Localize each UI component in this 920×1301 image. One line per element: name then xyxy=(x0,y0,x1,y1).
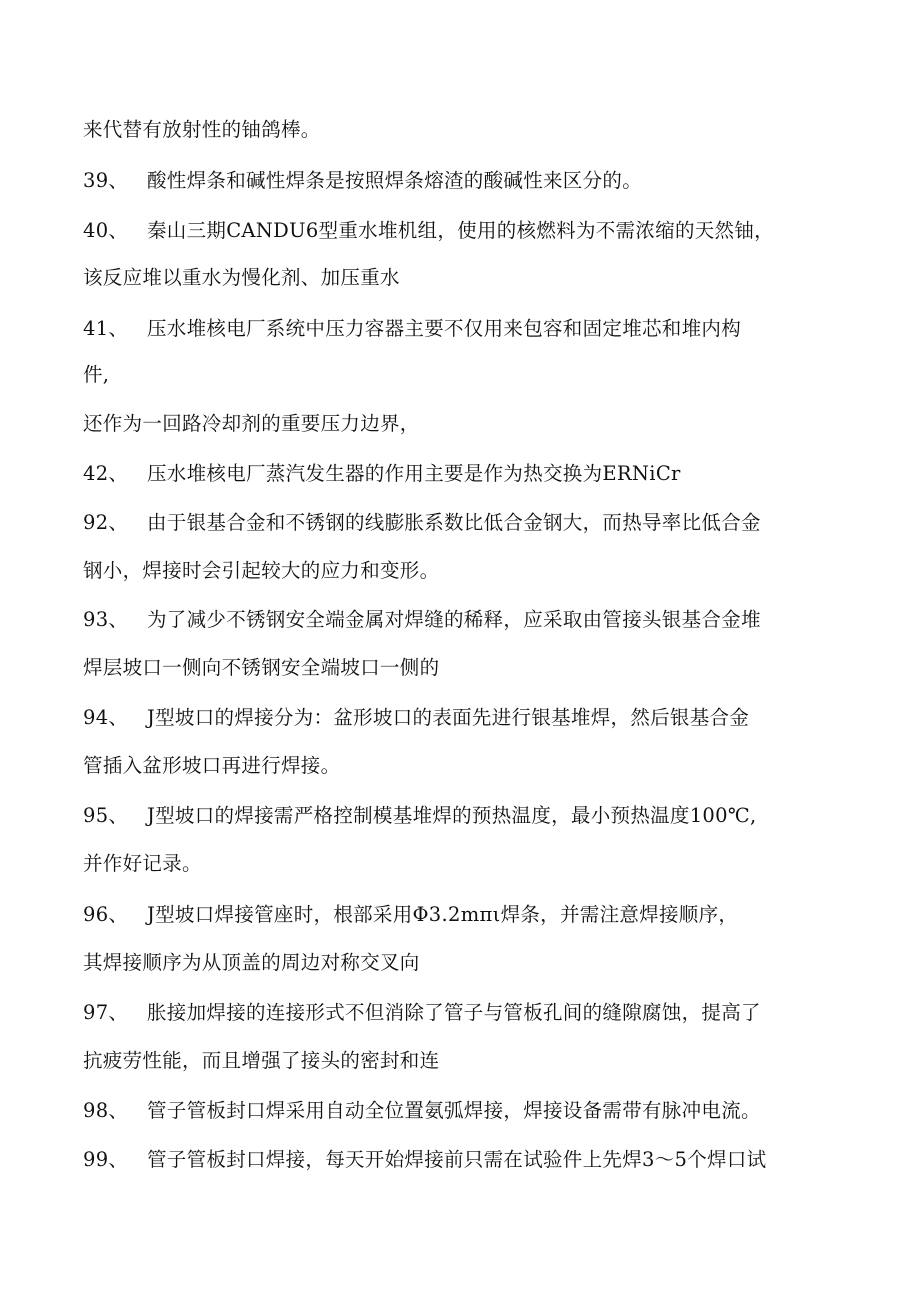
item-41-cont2 xyxy=(83,411,420,437)
item-97 xyxy=(83,1000,761,1026)
item-text: 其焊接顺序为从顶盖的周边对称交叉向 xyxy=(83,951,420,974)
item-number: 41、 xyxy=(83,317,129,340)
item-98 xyxy=(83,1098,761,1124)
item-93 xyxy=(83,607,761,633)
item-number: 99、 xyxy=(83,1148,129,1171)
item-41 xyxy=(83,316,741,342)
item-number: 94、 xyxy=(83,706,129,729)
item-41-cont xyxy=(83,362,109,388)
item-text: 管插入盆形坡口再进行焊接。 xyxy=(83,754,341,777)
item-96 xyxy=(83,902,738,928)
item-92-cont xyxy=(83,558,439,584)
item-40 xyxy=(83,218,774,244)
item-94 xyxy=(83,705,749,731)
item-text: 焊层坡口一侧向不锈钢安全端坡口一侧的 xyxy=(83,656,440,679)
item-99 xyxy=(83,1147,766,1173)
item-40-cont xyxy=(83,265,400,291)
item-number: 95、 xyxy=(83,804,129,827)
item-text: 酸性焊条和碱性焊条是按照焊条熔渣的酸碱性来区分的。 xyxy=(147,169,643,192)
item-text: 压水堆核电厂系统中压力容器主要不仅用来包容和固定堆芯和堆内构 xyxy=(147,317,742,340)
item-text: J型坡口的焊接需严格控制模基堆焊的预热温度，最小预热温度100℃, xyxy=(147,804,757,827)
item-text: J型坡口焊接管座时，根部采用Φ3.2mπι焊条，并需注意焊接顺序， xyxy=(147,903,739,926)
item-97-cont xyxy=(83,1048,439,1074)
item-text: 抗疲劳性能，而且增强了接头的密封和连 xyxy=(83,1049,440,1072)
item-number: 40、 xyxy=(83,219,129,242)
item-number: 93、 xyxy=(83,608,129,631)
item-text: 该反应堆以重水为慢化剂、加压重水 xyxy=(83,266,400,289)
item-text: 管子管板封口焊采用自动全位置氨弧焊接，焊接设备需带有脉冲电流。 xyxy=(147,1099,761,1122)
item-number: 42、 xyxy=(83,462,129,485)
item-text: 管子管板封口焊接，每天开始焊接前只需在试验件上先焊3～5个焊口试 xyxy=(147,1148,767,1171)
item-text: 压水堆核电厂蒸汽发生器的作用主要是作为热交换为ERNiCr xyxy=(147,462,681,485)
item-94-cont xyxy=(83,753,340,779)
item-96-cont xyxy=(83,950,420,976)
item-39 xyxy=(83,168,642,194)
item-number: 97、 xyxy=(83,1001,129,1024)
item-text: 秦山三期CANDU6型重水堆机组，使用的核燃料为不需浓缩的天然铀， xyxy=(147,219,774,242)
text-span: 来代替有放射性的铀鸽棒。 xyxy=(83,118,321,141)
text-line-intro xyxy=(83,117,321,143)
item-number: 92、 xyxy=(83,511,129,534)
item-92 xyxy=(83,510,761,536)
item-text: 由于银基合金和不锈钢的线膨胀系数比低合金钢大，而热导率比低合金 xyxy=(147,511,761,534)
item-number: 98、 xyxy=(83,1099,129,1122)
item-text: 还作为一回路冷却剂的重要压力边界， xyxy=(83,412,420,435)
item-text: 件, xyxy=(83,363,110,386)
item-text: J型坡口的焊接分为：盆形坡口的表面先进行银基堆焊，然后银基合金 xyxy=(147,706,750,729)
item-number: 96、 xyxy=(83,903,129,926)
item-text: 钢小，焊接时会引起较大的应力和变形。 xyxy=(83,559,440,582)
item-95-cont xyxy=(83,851,202,877)
item-number: 39、 xyxy=(83,169,129,192)
item-95 xyxy=(83,803,756,829)
item-text: 为了减少不锈钢安全端金属对焊缝的稀释，应采取由管接头银基合金堆 xyxy=(147,608,761,631)
item-93-cont xyxy=(83,655,439,681)
item-text: 胀接加焊接的连接形式不但消除了管子与管板孔间的缝隙腐蚀，提高了 xyxy=(147,1001,761,1024)
item-42 xyxy=(83,461,681,487)
item-text: 并作好记录。 xyxy=(83,852,202,875)
